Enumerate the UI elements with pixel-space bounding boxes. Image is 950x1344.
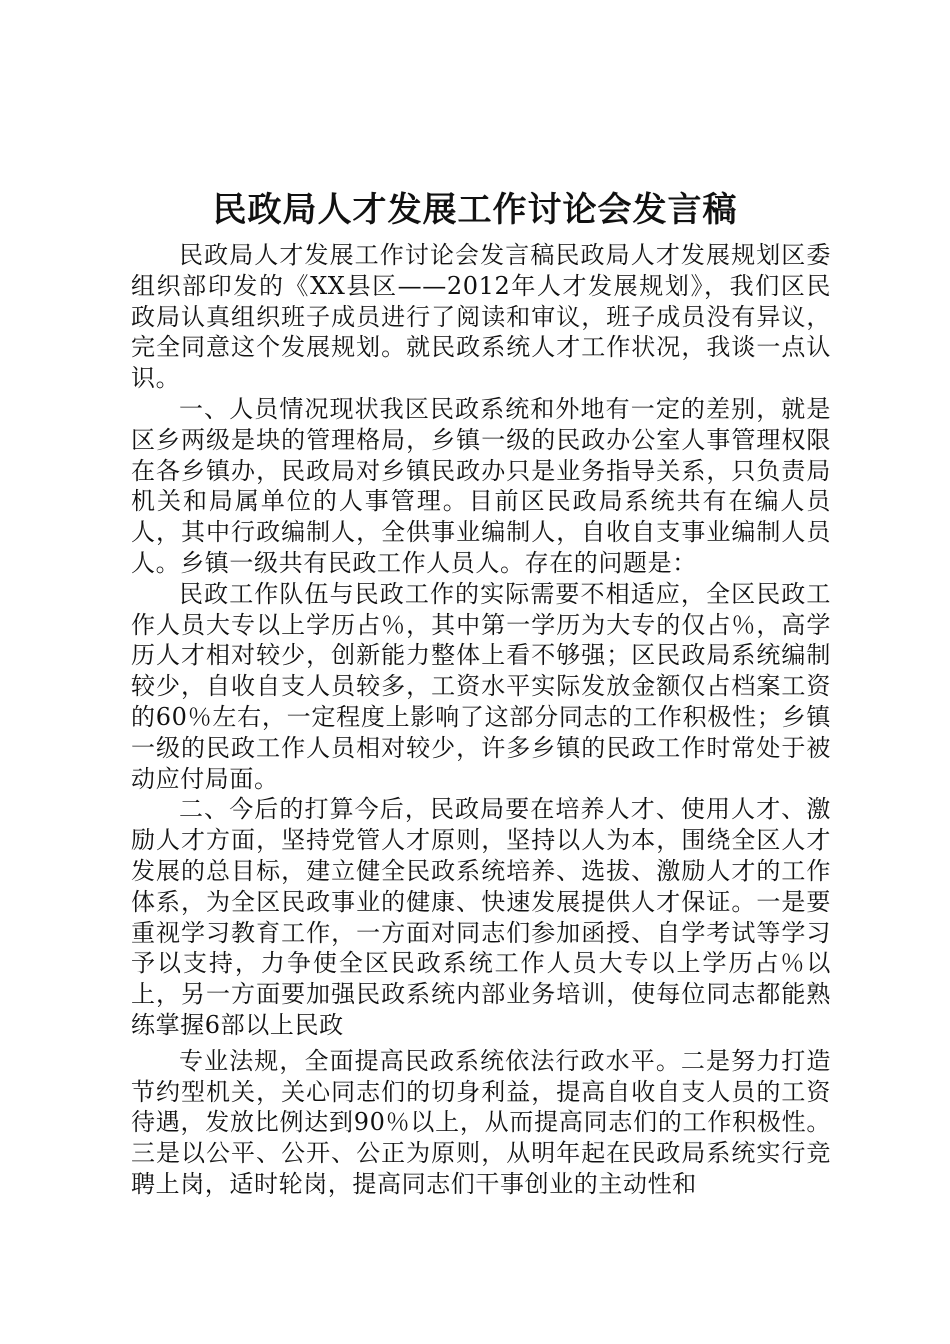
paragraph-intro: 民政局人才发展工作讨论会发言稿民政局人才发展规划区委组织部印发的《XX县区——2012年人才发展规划》，我们区民政局认真组织班子成员进行了阅读和审议，班子成员没有异议，完全同意这个发展规划。就民政系统人才工作状况，我谈一点认识。 — [131, 241, 831, 393]
paragraph-staff-status: 一、人员情况现状我区民政系统和外地有一定的差别，就是区乡两级是块的管理格局，乡镇一级的民政办公室人事管理权限在各乡镇办，民政局对乡镇民政办只是业务指导关系，只负责局机关和局属单位的人事管理。目前区民政局系统共有在编人员人，其中行政编制人，全供事业编制人，自收自支事业编制人员人。乡镇一级共有民政工作人员人。存在的问题是： — [131, 394, 831, 577]
paragraph-continuation: 专业法规，全面提高民政系统依法行政水平。二是努力打造节约型机关，关心同志们的切身利益，提高自收自支人员的工资待遇，发放比例达到90％以上，从而提高同志们的工作积极性。三是以公平、公开、公正为原则，从明年起在民政局系统实行竞聘上岗，适时轮岗，提高同志们干事创业的主动性和 — [131, 1046, 831, 1198]
document-body — [131, 240, 831, 1200]
paragraph-future-plans: 二、今后的打算今后，民政局要在培养人才、使用人才、激励人才方面，坚持党管人才原则，坚持以人为本，围绕全区人才发展的总目标，建立健全民政系统培养、选拔、激励人才的工作体系，为全区民政事业的健康、快速发展提供人才保证。一是要重视学习教育工作，一方面对同志们参加函授、自学考试等学习予以支持，力争使全区民政系统工作人员大专以上学历占％以上，另一方面要加强民政系统内部业务培训，使每位同志都能熟练掌握6部以上民政 — [131, 795, 831, 1039]
paragraph-problems: 民政工作队伍与民政工作的实际需要不相适应，全区民政工作人员大专以上学历占％，其中第一学历为大专的仅占％，高学历人才相对较少，创新能力整体上看不够强；区民政局系统编制较少，自收自支人员较多，工资水平实际发放金额仅占档案工资的60％左右，一定程度上影响了这部分同志的工作积极性；乡镇一级的民政工作人员相对较少，许多乡镇的民政工作时常处于被动应付局面。 — [131, 579, 831, 793]
document-title: 民政局人才发展工作讨论会发言稿 — [212, 190, 738, 230]
